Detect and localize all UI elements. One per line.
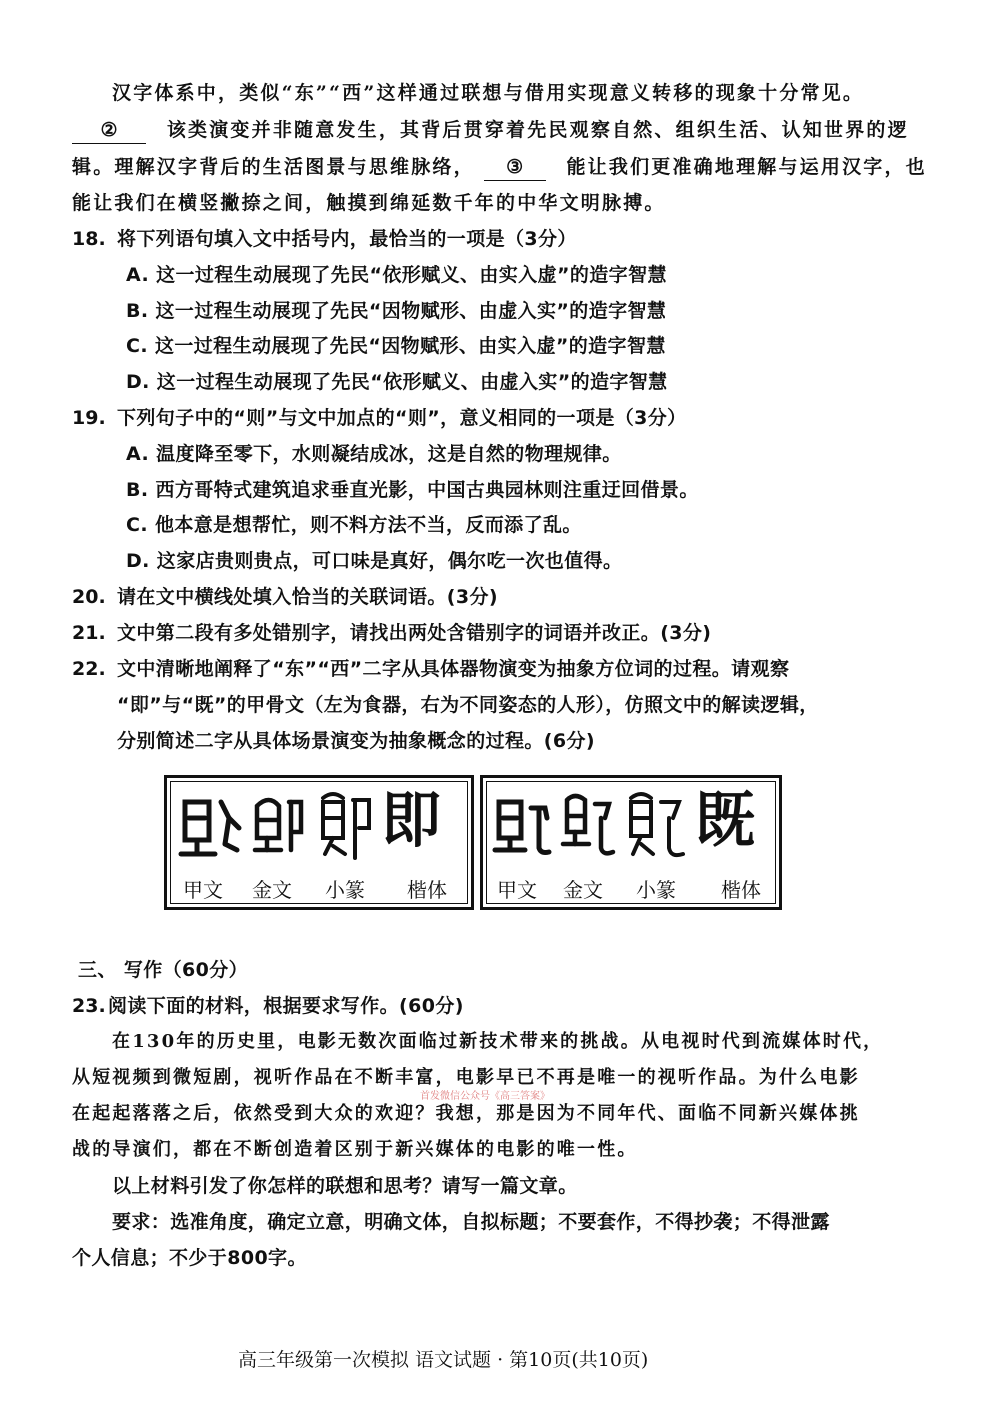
q19-stem: 下列句子中的“则”与文中加点的“则”，意义相同的一项是（3分） xyxy=(117,407,687,429)
ji-kaishu: 即 xyxy=(381,786,441,856)
q22-line-1: 文中清晰地阐释了“东”“西”二字从具体器物演变为抽象方位词的过程。请观察 xyxy=(117,658,790,680)
page-footer: 高三年级第一次模拟 语文试题 · 第10页(共10页) xyxy=(238,1349,649,1371)
ji-label-jiawen: 甲文 xyxy=(183,878,223,902)
ji-oracle-glyph xyxy=(175,788,245,866)
jiji-kaishu: 既 xyxy=(695,786,755,856)
q23-prompt: 以上材料引发了你怎样的联想和思考？请写一篇文章。 xyxy=(112,1175,578,1197)
blank-3: ③ xyxy=(484,154,546,181)
ji-label-jinwen: 金文 xyxy=(252,878,292,902)
q20-number: 20. xyxy=(72,586,106,608)
q23-material-3: 在起起落落之后，依然受到大众的欢迎？我想，那是因为不同年代、面临不同新兴媒体挑 xyxy=(72,1103,860,1124)
jiji-oracle-glyph xyxy=(491,788,557,866)
ji-label-xiaozhuan: 小篆 xyxy=(325,878,365,902)
q18-option-c: C. 这一过程生动展现了先民“因物赋形、由实入虚”的造字智慧 xyxy=(126,335,666,357)
q21-stem: 文中第二段有多处错别字，请找出两处含错别字的词语并改正。(3分) xyxy=(117,622,712,644)
passage-line-3b: 能让我们更准确地理解与运用汉字，也 xyxy=(566,156,927,178)
q18-option-b: B. 这一过程生动展现了先民“因物赋形、由虚入实”的造字智慧 xyxy=(126,300,667,322)
passage-line-4: 能让我们在横竖撇捺之间，触摸到绵延数千年的中华文明脉搏。 xyxy=(72,192,666,214)
section-3-heading: 三、 写作（60分） xyxy=(78,959,249,981)
q23-material-2: 从短视频到微短剧，视听作品在不断丰富，电影早已不再是唯一的视听作品。为什么电影 xyxy=(72,1067,860,1088)
q23-requirements-2: 个人信息；不少于800字。 xyxy=(72,1247,307,1269)
q22-number: 22. xyxy=(72,658,106,680)
q19-option-c: C. 他本意是想帮忙，则不料方法不当，反而添了乱。 xyxy=(126,514,582,536)
ji-seal-glyph xyxy=(315,788,377,866)
q23-material-4: 战的导演们，都在不断创造着区别于新兴媒体的电影的唯一性。 xyxy=(72,1139,638,1160)
q19-option-d: D. 这家店贵则贵点，可口味是真好，偶尔吃一次也值得。 xyxy=(126,550,623,572)
passage-line-3 xyxy=(72,154,927,181)
q23-stem: 阅读下面的材料，根据要求写作。(60分) xyxy=(108,995,464,1017)
passage-line-2-text: 该类演变并非随意发生，其背后贯穿着先民观察自然、组织生活、认知世界的逻 xyxy=(166,119,909,141)
q19-option-a: A. 温度降至零下，水则凝结成冰，这是自然的物理规律。 xyxy=(126,443,622,465)
q22-line-2: “即”与“既”的甲骨文（左为食器，右为不同姿态的人形），仿照文中的解读逻辑， xyxy=(117,694,819,716)
jiji-label-xiaozhuan: 小篆 xyxy=(636,878,676,902)
ji-bronze-glyph xyxy=(249,788,311,866)
passage-line-1: 汉字体系中，类似“东”“西”这样通过联想与借用实现意义转移的现象十分常见。 xyxy=(112,82,865,104)
q23-requirements-1: 要求：选准角度，确定立意，明确文体，自拟标题；不要套作，不得抄袭；不得泄露 xyxy=(112,1211,830,1233)
passage-line-2 xyxy=(72,117,909,144)
figure-jiji-box xyxy=(480,775,782,910)
q19-number: 19. xyxy=(72,407,106,429)
blank-2: ② xyxy=(72,117,146,144)
q18-number: 18. xyxy=(72,228,106,250)
q18-stem: 将下列语句填入文中括号内，最恰当的一项是（3分） xyxy=(117,228,577,250)
watermark: 首发微信公众号《高三答案》 xyxy=(420,1091,550,1102)
q21-number: 21. xyxy=(72,622,106,644)
jiji-label-jinwen: 金文 xyxy=(563,878,603,902)
q23-material-1: 在130年的历史里，电影无数次面临过新技术带来的挑战。从电视时代到流媒体时代， xyxy=(112,1031,884,1052)
jiji-label-jiawen: 甲文 xyxy=(497,878,537,902)
passage-line-3a: 辑。理解汉字背后的生活图景与思维脉络， xyxy=(72,156,475,178)
jiji-bronze-glyph xyxy=(559,788,619,866)
jiji-seal-glyph xyxy=(623,788,687,866)
q23-number: 23. xyxy=(72,995,106,1017)
q19-option-b: B. 西方哥特式建筑追求垂直光影，中国古典园林则注重迂回借景。 xyxy=(126,479,699,501)
jiji-label-kaiti: 楷体 xyxy=(721,878,761,902)
ji-label-kaiti: 楷体 xyxy=(407,878,447,902)
q18-option-d: D. 这一过程生动展现了先民“依形赋义、由虚入实”的造字智慧 xyxy=(126,371,668,393)
figure-ji-box xyxy=(164,775,474,910)
q22-line-3: 分别简述二字从具体场景演变为抽象概念的过程。(6分) xyxy=(117,730,595,752)
q20-stem: 请在文中横线处填入恰当的关联词语。(3分) xyxy=(117,586,498,608)
q18-option-a: A. 这一过程生动展现了先民“依形赋义、由实入虚”的造字智慧 xyxy=(126,264,667,286)
